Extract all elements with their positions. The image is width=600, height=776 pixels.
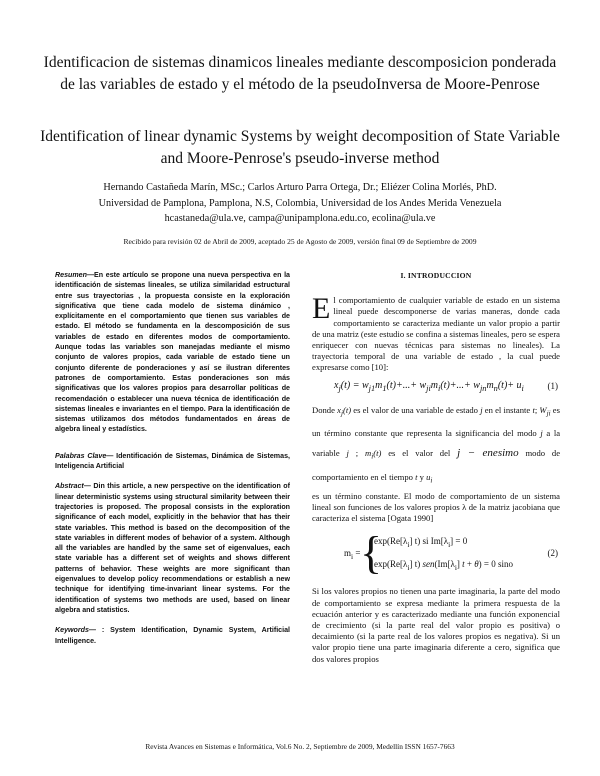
equation-2-case-2: $\exp(Re[\lambda_i]$ t) $sen(Im[\lambda_i] t + \theta) = 0$ sino [374, 559, 513, 573]
keywords-paragraph [55, 625, 290, 646]
equation-1 [312, 374, 560, 400]
equation-2-number: (2) [547, 548, 558, 559]
abstract-paragraph [55, 481, 290, 615]
def-text-g: modo de comportamiento en el tiempo [312, 448, 561, 483]
palabras-clave-lead: Palabras Clave [55, 451, 107, 460]
def-text-b: es el valor de una variable de estado [353, 404, 478, 415]
resumen-paragraph [55, 270, 290, 435]
author-emails: hcastaneda@ula.ve, campa@unipamplona.edu.co, ecolina@ula.ve [164, 213, 436, 224]
journal-footer: Revista Avances en Sistemas e Informática, Vol.6 No. 2, Septiembre de 2009, Medellín ISSN 1657-7663 [145, 742, 455, 751]
keywords-text: — : System Identification, Dynamic System, Artificial Intelligence. [55, 626, 290, 645]
author-block [40, 180, 560, 227]
palabras-clave-paragraph [55, 451, 290, 472]
drop-cap: E [312, 292, 331, 326]
palabras-clave-text: — Identificación de Sistemas, Dinámica de Sistemas, Inteligencia Artificial [55, 451, 290, 471]
equation-2-case-1: $\exp(Re[\lambda_i]$ t) si $Im[\lambda_i] = 0$ [374, 536, 468, 550]
equation-2-lhs: $m_i$ = [344, 548, 361, 562]
left-column [55, 270, 290, 646]
definitions-paragraph-end: es un término constante. El modo de comportamiento de un sistema lineal son funciones de los valores propios λ de la matriz jacobiana que caracteriza el sistema [Ogata 1990] [312, 490, 560, 524]
equation-2 [312, 527, 560, 580]
equation-2-brace: { [360, 527, 383, 579]
def-text-c: en el instante [484, 404, 531, 415]
author-affiliation: Universidad de Pamplona, Pamplona, N.S, Colombia, Universidad de los Andes Merida Venezuela [98, 197, 502, 209]
author-names: Hernando Castañeda Marín, MSc.; Carlos Arturo Parra Ortega, Dr.; Eliézer Colina Morlés, PhD. [103, 182, 497, 193]
title-spanish: Identificacion de sistemas dinamicos lineales mediante descomposicion ponderada de las variables de estado y el método de la pseudoInversa de Moore-Penrose [43, 54, 557, 93]
title-english: Identification of linear dynamic Systems by weight decomposition of State Variable and Moore-Penrose's pseudo-inverse method [40, 128, 560, 167]
equation-1-number: (1) [547, 381, 558, 392]
definitions-paragraph: Donde $x_j(t)$ es el valor de una variable de estado j en el instante t; $W_{ji}$ es un término constante que representa la significancia del modo j a la variable j ; $m_i(t)$ es el valor del j − enesimo modo de comportamiento en el tiempo t y $u_i$ [312, 404, 561, 485]
intro-paragraph [312, 292, 560, 373]
resumen-lead: Resumen [55, 271, 87, 279]
def-text-a: Donde [312, 404, 335, 415]
keywords-lead: Keywords [55, 626, 89, 635]
def-text-d: es un término constante que representa la significancia del modo [312, 404, 560, 439]
equation-1-body: $x_j(t) = w_{j1}m_1(t)+...+ w_{ji}m_i(t)+...+ w_{jn}m_n(t)+ u_i$ [334, 379, 524, 393]
section-heading-introduccion: I. INTRODUCCION [400, 271, 472, 280]
def-text-f: es el valor del [388, 448, 451, 459]
right-column [312, 270, 560, 665]
received-dates: Recibido para revisión 02 de Abril de 2009, aceptado 25 de Agosto de 2009, versión final 09 de Septiembre de 2009 [123, 237, 477, 246]
eigenvalue-paragraph: Si los valores propios no tienen una parte imaginaria, la parte del modo de comportamiento se expresa mediante la primera respuesta de la ecuación anterior y es caracterizado mediante una función exponencial de crecimiento (si la parte real del valor propio es positiva) o decaimiento (si la parte real de los valores propios es negativa). Si un valor propio tiene una parte imaginaria diferente a cero, significa que dos valores propios [312, 586, 560, 664]
intro-text: l comportamiento de cualquier variable de estado en un sistema lineal puede descomponerse de varias maneras, donde cada comportamiento se caracteriza mediante un valor propio a partir de una matriz (este estudio se confina a sistemas lineales, pero se espera enriquecer con nuevas técnicas para sistemas no lineales). La trayectoria temporal de una variable de estado , la cual puede expresarse como [10]: [312, 295, 560, 373]
abstract-text: — Din this article, a new perspective on the identification of linear deterministic systems using structural similarity between their trajectories is proposed. The proposal consists in the exploration significance of each model, explicitly in the behavior that has their state variables. This method is based on the decomposition of the state variables in different modes of behavior of a system. Although all the variables are handled by the same set of eigenvalues, each state variable has a different set of weights and shows different patterns of behavior. These weights are more significant than eigenvalues to develop policy recommendations or establish a new technique for identifying time-invariant linear systems. For the identification of systems two methods are used, based on linear algebra and statistics. [55, 482, 290, 614]
abstract-lead: Abstract [55, 482, 84, 491]
def-text-e: a la variable [312, 428, 561, 459]
resumen-text: —En este artículo se propone una nueva perspectiva en la identificación de sistemas lineales, se utiliza similaridad estructural entre sus trayectorias , la propuesta consiste en la exploración significativa que tiene cada modelo de sistema dinámico , explícitamente en el comportamiento que tienen sus variables de estado. El método se fundamenta en la descomposición de sus variables de estado en diferentes modos de comportamiento. Aunque todas las variables son manejadas mediante el mismo conjunto de valores propios, cada variable de estado tiene un conjunto diferente de ponderaciones y así se ilustran diferentes patrones de comportamiento. Estas ponderaciones son más significativas que los valores propios para desarrollar políticas de recomendación o establecer una nueva técnica de identificación de sistemas lineales e invariantes en el tiempo. Para la identificación de sistemas utilizamos dos métodos fundamentados en áreas de algebra lineal y estadístics. [55, 271, 290, 434]
